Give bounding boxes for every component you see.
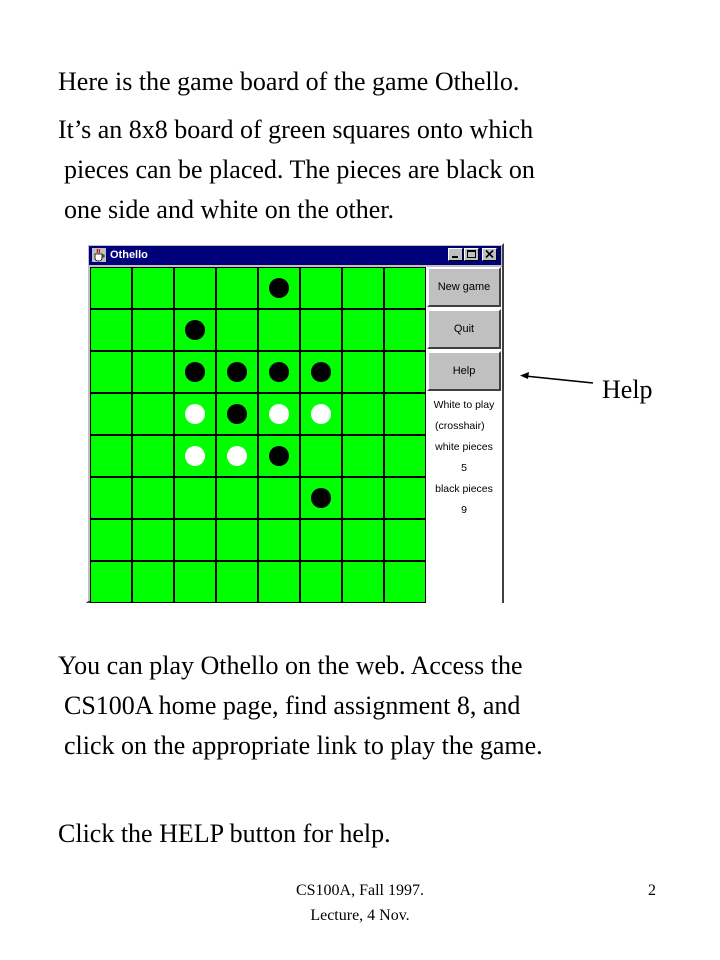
board-cell[interactable] <box>216 309 258 351</box>
board-cell[interactable] <box>342 267 384 309</box>
description-line-2: pieces can be placed. The pieces are black on <box>64 155 535 184</box>
board-cell[interactable] <box>384 309 426 351</box>
web-play-line-1: You can play Othello on the web. Access the <box>58 651 523 680</box>
board-cell[interactable] <box>90 309 132 351</box>
quit-button[interactable]: Quit <box>427 309 501 349</box>
footer-lecture: Lecture, 4 Nov. <box>310 907 410 924</box>
board-cell[interactable] <box>90 267 132 309</box>
board-cell[interactable] <box>300 477 342 519</box>
web-play-line-2: CS100A home page, find assignment 8, and <box>64 691 521 720</box>
white-piece <box>185 446 205 466</box>
board-cell[interactable] <box>174 267 216 309</box>
board-cell[interactable] <box>132 477 174 519</box>
white-piece <box>311 404 331 424</box>
black-piece <box>227 362 247 382</box>
minimize-icon <box>449 249 462 260</box>
board-cell[interactable] <box>216 519 258 561</box>
board-cell[interactable] <box>174 351 216 393</box>
black-pieces-label: black pieces <box>435 483 493 495</box>
board-cell[interactable] <box>216 561 258 603</box>
board-cell[interactable] <box>132 561 174 603</box>
black-piece <box>269 362 289 382</box>
board-cell[interactable] <box>216 267 258 309</box>
black-piece <box>311 488 331 508</box>
board-cell[interactable] <box>132 267 174 309</box>
board-cell[interactable] <box>258 393 300 435</box>
black-piece <box>185 362 205 382</box>
board-cell[interactable] <box>258 351 300 393</box>
board-cell[interactable] <box>258 477 300 519</box>
board-cell[interactable] <box>300 393 342 435</box>
board-cell[interactable] <box>174 309 216 351</box>
board-cell[interactable] <box>132 519 174 561</box>
cursor-mode-text: (crosshair) <box>435 420 485 432</box>
board-cell[interactable] <box>342 519 384 561</box>
help-callout-label: Help <box>602 375 653 404</box>
title-bar[interactable] <box>89 246 501 265</box>
close-button[interactable] <box>482 248 497 261</box>
close-icon <box>483 249 496 260</box>
footer-course: CS100A, Fall 1997. <box>295 882 424 899</box>
white-pieces-label: white pieces <box>435 441 493 453</box>
black-piece <box>185 320 205 340</box>
board-cell[interactable] <box>384 435 426 477</box>
white-pieces-count: 5 <box>461 462 467 474</box>
white-piece <box>269 404 289 424</box>
maximize-button[interactable] <box>464 248 479 261</box>
othello-window <box>86 243 504 603</box>
board-cell[interactable] <box>90 393 132 435</box>
board-cell[interactable] <box>384 477 426 519</box>
white-piece <box>227 446 247 466</box>
board-cell[interactable] <box>90 435 132 477</box>
board-cell[interactable] <box>258 267 300 309</box>
black-piece <box>311 362 331 382</box>
board-cell[interactable] <box>174 561 216 603</box>
board-cell[interactable] <box>132 435 174 477</box>
board-cell[interactable] <box>300 561 342 603</box>
board-cell[interactable] <box>258 435 300 477</box>
board-cell[interactable] <box>174 393 216 435</box>
board-cell[interactable] <box>216 393 258 435</box>
board-cell[interactable] <box>132 393 174 435</box>
board-cell[interactable] <box>90 351 132 393</box>
board-cell[interactable] <box>300 435 342 477</box>
description-line-3: one side and white on the other. <box>64 195 394 224</box>
board-cell[interactable] <box>342 351 384 393</box>
black-piece <box>269 278 289 298</box>
board-cell[interactable] <box>384 561 426 603</box>
intro-paragraph <box>58 62 519 102</box>
board-cell[interactable] <box>384 267 426 309</box>
arrow-icon <box>515 368 595 388</box>
board-cell[interactable] <box>300 351 342 393</box>
web-play-paragraph <box>58 646 543 766</box>
board-cell[interactable] <box>216 477 258 519</box>
white-piece <box>185 404 205 424</box>
new-game-button[interactable]: New game <box>427 267 501 307</box>
board-cell[interactable] <box>258 519 300 561</box>
board-cell[interactable] <box>342 561 384 603</box>
board-cell[interactable] <box>216 351 258 393</box>
game-board[interactable] <box>90 267 426 603</box>
board-cell[interactable] <box>90 519 132 561</box>
board-cell[interactable] <box>174 477 216 519</box>
board-cell[interactable] <box>384 351 426 393</box>
help-instruction <box>58 814 391 854</box>
board-cell[interactable] <box>132 309 174 351</box>
board-cell[interactable] <box>90 477 132 519</box>
maximize-icon <box>465 249 478 260</box>
board-cell[interactable] <box>342 477 384 519</box>
description-paragraph <box>58 110 535 230</box>
window-title: Othello <box>110 249 148 261</box>
description-line-1: It’s an 8x8 board of green squares onto which <box>58 115 534 144</box>
board-cell[interactable] <box>132 351 174 393</box>
board-cell[interactable] <box>384 519 426 561</box>
web-play-line-3: click on the appropriate link to play the game. <box>64 731 543 760</box>
black-pieces-count: 9 <box>461 504 467 516</box>
help-button[interactable]: Help <box>427 351 501 391</box>
help-instruction-text: Click the HELP button for help. <box>58 819 391 848</box>
black-piece <box>227 404 247 424</box>
intro-line-1: Here is the game board of the game Othello. <box>58 67 520 96</box>
board-cell[interactable] <box>384 393 426 435</box>
minimize-button[interactable] <box>448 248 463 261</box>
side-panel <box>426 267 502 603</box>
board-cell[interactable] <box>90 561 132 603</box>
board-cell[interactable] <box>342 435 384 477</box>
board-cell[interactable] <box>258 561 300 603</box>
board-cell[interactable] <box>342 393 384 435</box>
black-piece <box>269 446 289 466</box>
footer-course-info <box>0 878 720 928</box>
board-cell[interactable] <box>342 309 384 351</box>
board-cell[interactable] <box>300 267 342 309</box>
board-cell[interactable] <box>174 435 216 477</box>
turn-status: White to play <box>433 399 495 411</box>
board-cell[interactable] <box>216 435 258 477</box>
java-cup-icon <box>92 248 106 262</box>
board-cell[interactable] <box>174 519 216 561</box>
board-cell[interactable] <box>300 309 342 351</box>
page-number: 2 <box>648 882 656 899</box>
board-cell[interactable] <box>300 519 342 561</box>
board-cell[interactable] <box>258 309 300 351</box>
